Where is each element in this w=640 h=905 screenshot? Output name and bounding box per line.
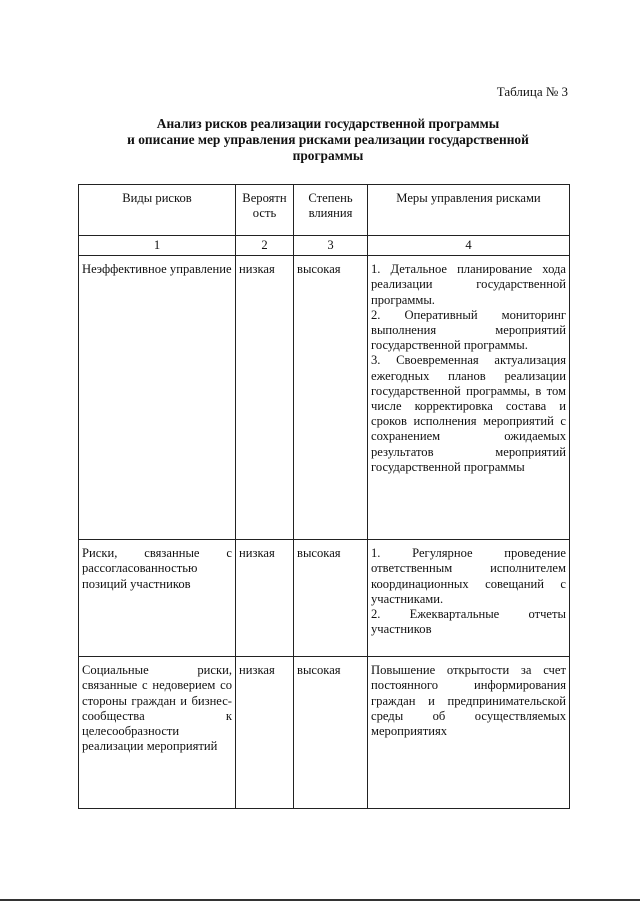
risk-type-cell: Риски, связанные с рассогласованностью позиций участников [79,540,236,657]
measure-item: 3. Своевременная актуализация ежегодных планов реализации государственной программы, в том числе корректировка состава и сроков исполнения мероприятий с сохранением ожидаемых результатов мероприятий государственной программы [371,353,566,474]
table-row [79,657,570,809]
measures-cell [368,540,570,657]
column-number-row [79,236,570,256]
measure-item: 2. Ежеквартальные отчеты участников [371,607,566,637]
measure-item: 1. Детальное планирование хода реализации государственной программы. [371,262,566,307]
title-line: Анализ рисков реализации государственной программы [156,116,500,131]
probability-cell: низкая [236,657,294,809]
column-header-impact [294,185,368,236]
column-number: 3 [294,236,368,256]
measure-item: Повышение открытости за счет постоянного информирования граждан и предпринимательской среды об осуществляемых мероприятиях [371,663,566,739]
measure-item: 2. Оперативный мониторинг выполнения мероприятий государственной программы. [371,307,566,353]
table-row [79,256,570,540]
table-number: Таблица № 3 [496,84,568,99]
risk-type-cell: Неэффективное управление [79,256,236,540]
column-number: 2 [236,236,294,256]
impact-cell: высокая [294,657,368,809]
impact-cell: высокая [294,540,368,657]
column-header-risk-types: Виды рисков [79,185,236,236]
table-row [79,540,570,657]
probability-cell: низкая [236,256,294,540]
column-header-probability [236,185,294,236]
probability-cell: низкая [236,540,294,657]
page-bottom-rule [0,899,640,901]
column-number: 1 [79,236,236,256]
measures-cell [368,657,570,809]
header-row [79,185,570,236]
title-line: программы [292,148,364,163]
measure-item: 1. Регулярное проведение ответственным исполнителем координационных совещаний с участниками. [371,546,566,606]
column-header-probability-text: Вероятн ость [242,191,287,221]
column-header-impact-text: Степень влияния [308,191,353,221]
risk-table [78,184,570,809]
column-header-measures: Меры управления рисками [368,185,570,236]
column-number: 4 [368,236,570,256]
risk-type-cell: Социальные риски, связанные с недоверием со стороны граждан и бизнес-сообщества к целесообразности реализации мероприятий [79,657,236,809]
document-title [78,116,578,164]
impact-cell: высокая [294,256,368,540]
measures-cell [368,256,570,540]
title-line: и описание мер управления рисками реализации государственной [127,132,529,147]
